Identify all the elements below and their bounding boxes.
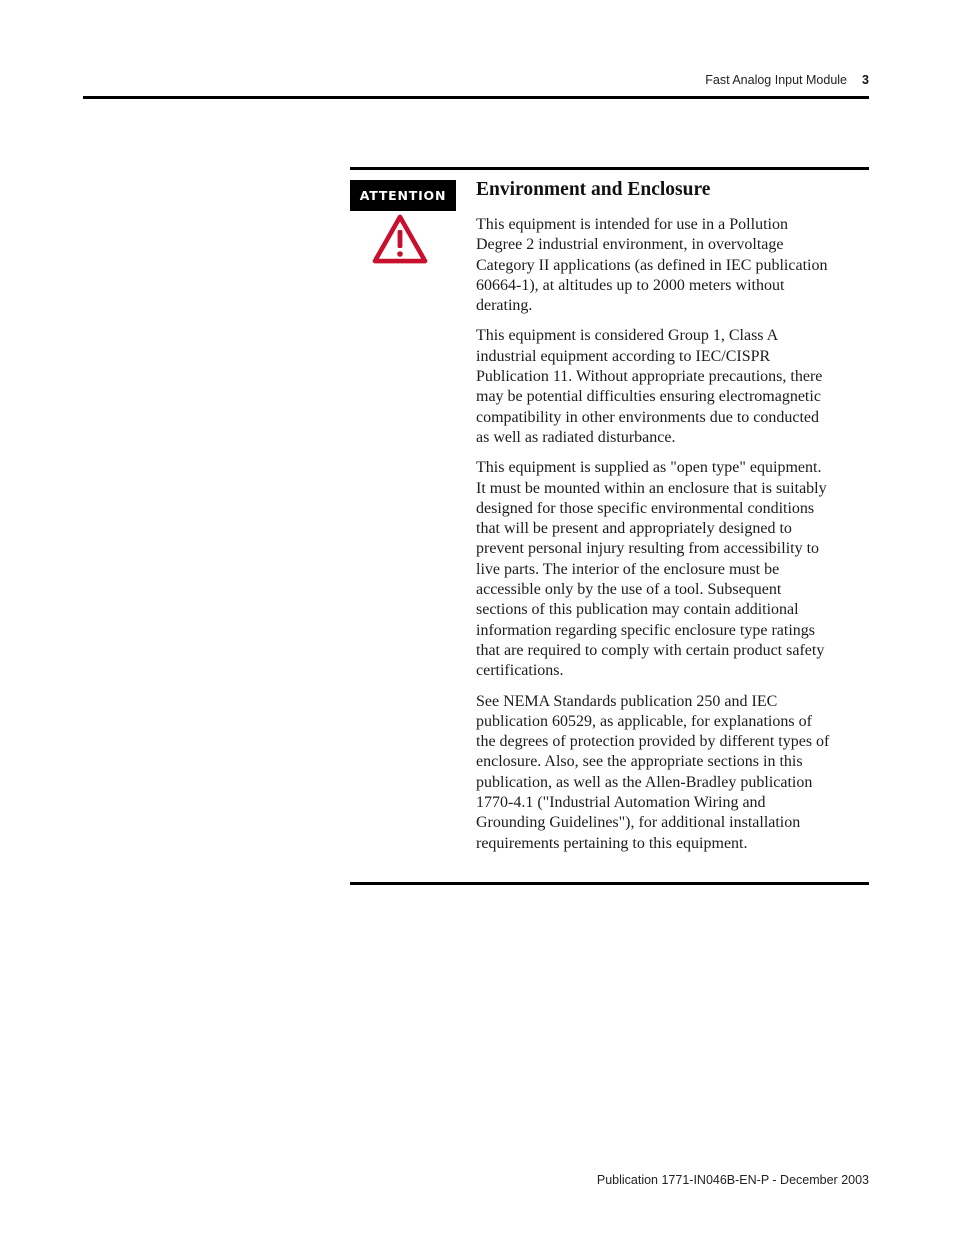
paragraph: See NEMA Standards publication 250 and IEC publication 60529, as applicable, for explanations of the degrees of protection provided by different types of enclosure. Also, see the appropriate sections in this publication, as well as the Allen-Bradley publication 1770-4.1 ("Industrial Automation Wiring and Grounding Guidelines"), for additional installation requirements pertaining to this equipment.: [476, 692, 830, 852]
attention-box-bottom-rule: [350, 882, 869, 885]
attention-label: ATTENTION: [350, 180, 456, 211]
attention-content: [476, 177, 832, 864]
footer-publication: Publication 1771-IN046B-EN-P - December 2003: [596, 1173, 869, 1187]
section-title: Environment and Enclosure: [476, 179, 711, 200]
warning-triangle-icon: [372, 214, 428, 264]
header-rule: [83, 96, 869, 99]
paragraph: This equipment is considered Group 1, Class A industrial equipment according to IEC/CISPR Publication 11. Without appropriate precautions, there may be potential difficulties ensuring electromagnetic compatibility in other environments due to conducted as well as radiated disturbance.: [476, 327, 823, 446]
page-number: 3: [862, 73, 869, 87]
paragraph: This equipment is intended for use in a Pollution Degree 2 industrial environment, in overvoltage Category II applications (as defined in IEC publication 60664-1), at altitudes up to 2000 meters without derating.: [476, 216, 828, 315]
attention-box-top-rule: [350, 167, 869, 170]
header-title: Fast Analog Input Module: [705, 73, 847, 87]
paragraph: This equipment is supplied as "open type" equipment. It must be mounted within an enclosure that is suitably designed for those specific environmental conditions that will be present and appropriately designed to prevent personal injury resulting from accessibility to live parts. The interior of the enclosure must be accessible only by the use of a tool. Subsequent sections of this publication may contain additional information regarding specific enclosure type ratings that are required to comply with certain product safety certifications.: [476, 459, 827, 680]
